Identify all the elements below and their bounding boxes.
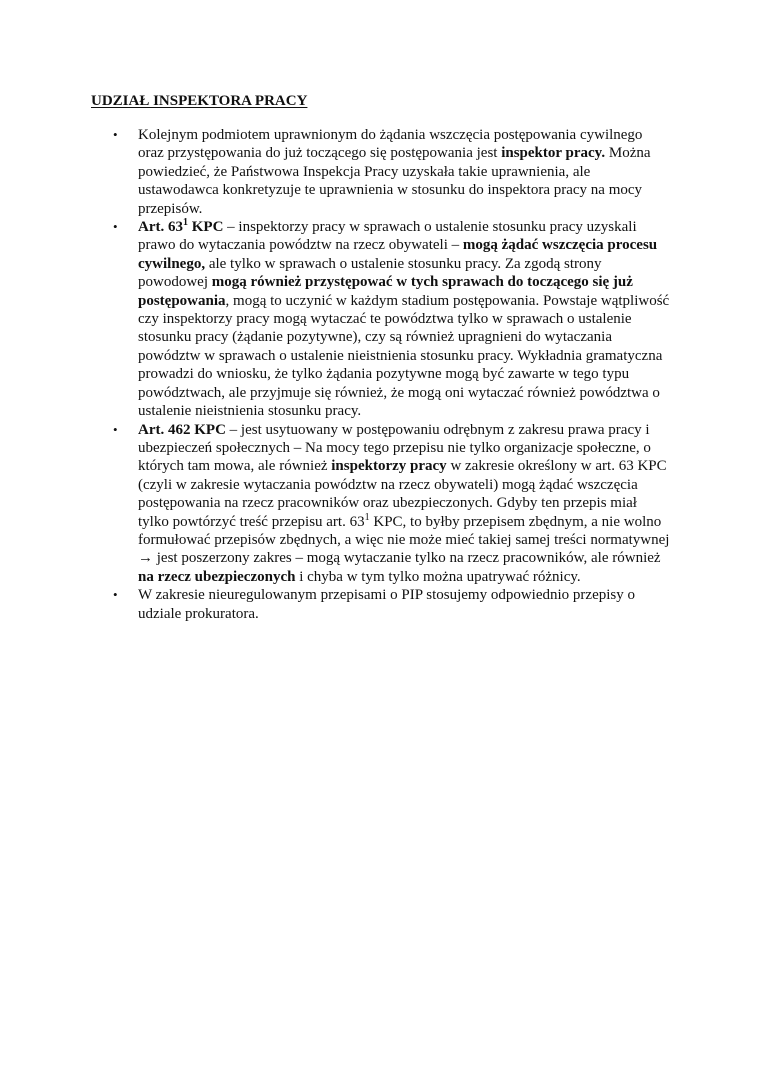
item-text: Można powiedzieć, że Państwowa Inspekcja Pracy uzyskała takie uprawnienia, ale ustawodawca konkretyzuje te uprawnienia w stosunku do inspektora pracy na mocy przepisów. <box>138 145 651 217</box>
list-item <box>110 126 670 218</box>
bullet-icon: • <box>113 421 118 437</box>
bold-text: inspektor pracy. <box>501 145 606 162</box>
list-item <box>110 421 670 587</box>
item-text: W zakresie nieuregulowanym przepisami o PIP stosujemy odpowiednio przepisy o udziale prokuratora. <box>138 587 635 622</box>
list-item <box>110 218 670 420</box>
item-text: , mogą to uczynić w każdym stadium postępowania. Powstaje wątpliwość czy inspektorzy pracy mogą wytaczać te powództwa tylko w sprawach o ustalenie stosunku pracy (żądanie pozytywne), czy są również upragnieni do wytaczania powództw w sprawach o ustalenie nieistnienia stosunku pracy. Wykładnia gramatyczna prowadzi do wniosku, że tylko żądania pozytywne mogą być zawarte w tego typu powództwach, ale przyjmuje się również, że mogą oni wytaczać również powództwa o ustalenie nieistnienia stosunku pracy. <box>138 292 670 420</box>
item-text: i chyba w tym tylko można upatrywać różnicy. <box>295 568 581 585</box>
list-item <box>110 586 670 623</box>
superscript: 1 <box>364 511 370 523</box>
item-text: – inspektorzy pracy w sprawach o ustalenie stosunku pracy uzyskali prawo do wytaczania powództw na rzecz obywateli – <box>138 219 637 254</box>
bullet-icon: • <box>113 587 118 603</box>
item-text: KPC, to byłby przepisem zbędnym, a nie wolno formułować przepisów zbędnych, a więc nie może mieć takiej samej treści normatywnej → jest poszerzony zakres – mogą wytaczanie tylko na rzecz pracowników, ale również <box>138 513 670 567</box>
bold-text: mogą żądać wszczęcia procesu cywilnego, <box>138 237 658 272</box>
bold-text: inspektorzy pracy <box>331 458 447 475</box>
article-reference: KPC <box>188 219 224 236</box>
bullet-icon: • <box>113 219 118 235</box>
bullet-list <box>110 126 670 623</box>
page-title: UDZIAŁ INSPEKTORA PRACY <box>91 93 308 109</box>
item-text: w zakresie określony w art. 63 KPC (czyli w zakresie wytaczania powództw na rzecz obywateli) mogą żądać wszczęcia postępowania na rzecz pracowników oraz ubezpieczonych. Gdyby ten przepis miał tylko powtórzyć treść przepisu art. 63 <box>138 458 667 530</box>
item-text: ale tylko w sprawach o ustalenie stosunku pracy. Za zgodą strony powodowej <box>138 255 602 291</box>
superscript: 1 <box>183 217 188 229</box>
bold-text: mogą również przystępować w tych sprawach do toczącego się już postępowania <box>138 274 633 309</box>
bold-text: na rzecz ubezpieczonych <box>138 568 296 585</box>
bullet-icon: • <box>113 127 118 142</box>
item-text: – jest usytuowany w postępowaniu odrębnym z zakresu prawa pracy i ubezpieczeń społecznych – Na mocy tego przepisu nie tylko organizacje społeczne, o których tam mowa, ale również <box>138 421 651 475</box>
article-reference: Art. 462 KPC <box>138 421 226 438</box>
article-reference: Art. 63 <box>138 219 183 236</box>
item-text: Kolejnym podmiotem uprawnionym do żądania wszczęcia postępowania cywilnego oraz przystępowania do już toczącego się postępowania jest <box>138 127 643 162</box>
